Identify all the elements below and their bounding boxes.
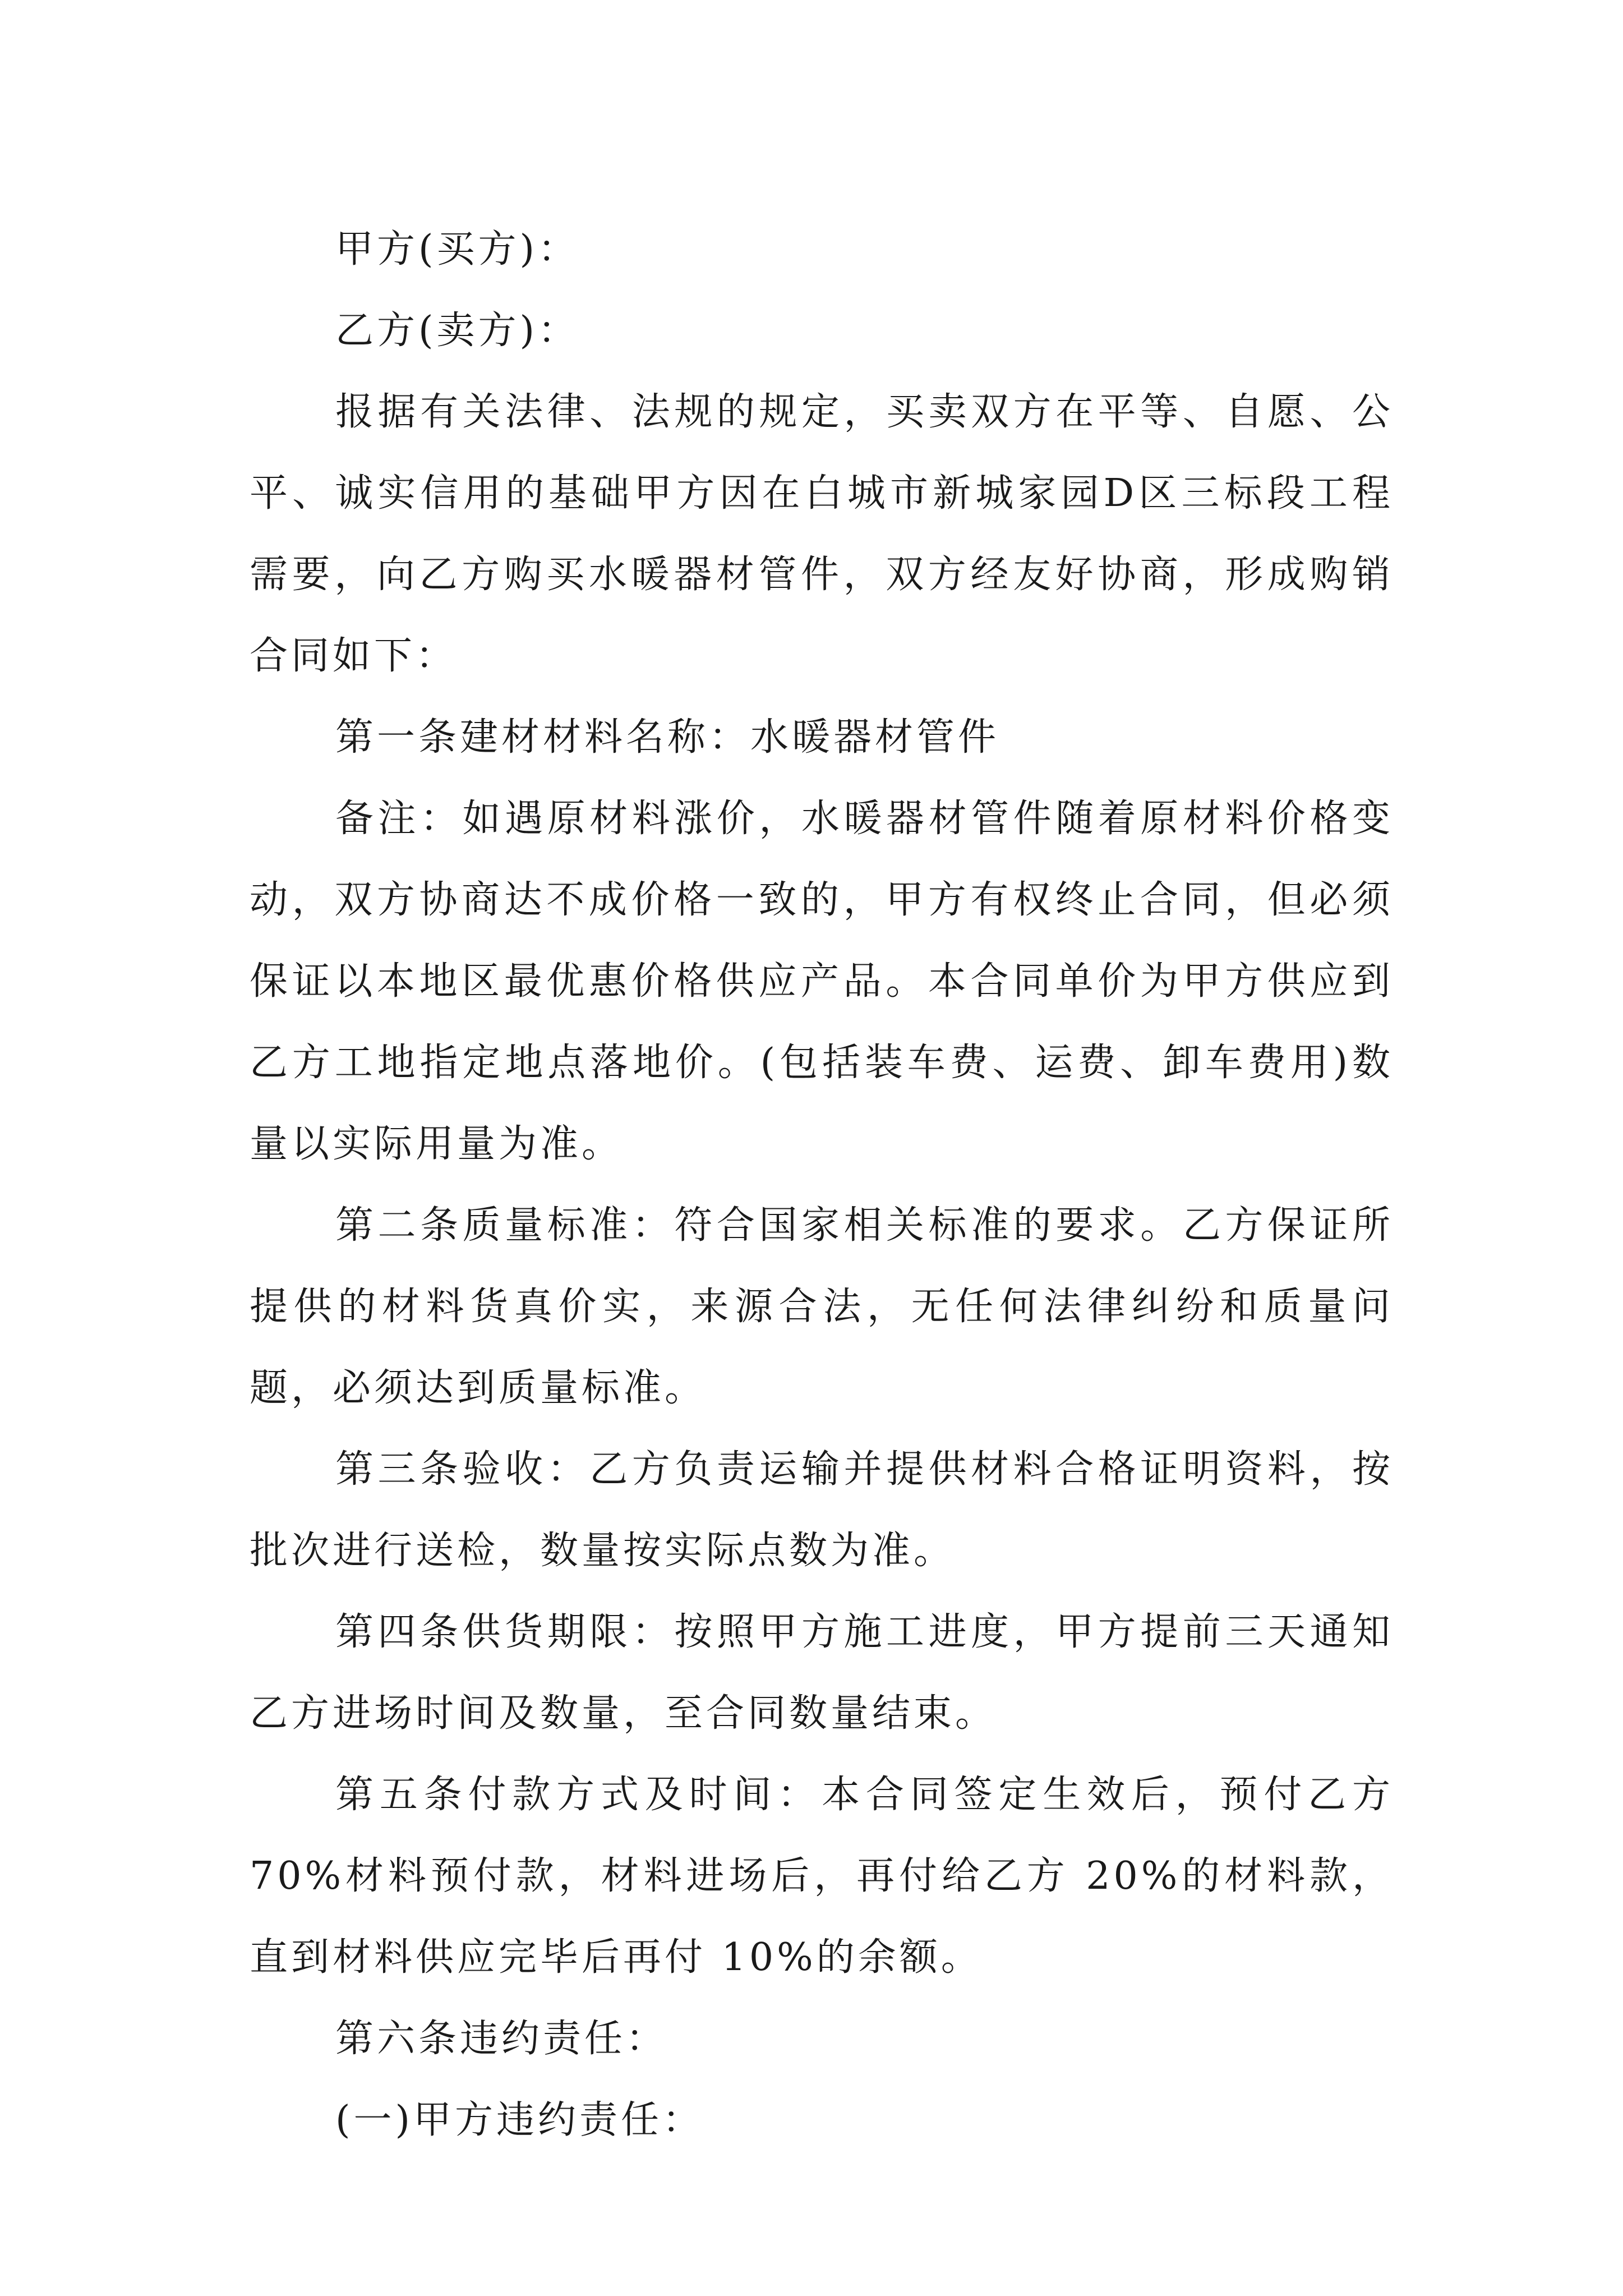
party-b-line: 乙方(卖方)： bbox=[335, 309, 580, 353]
party-a-line: 甲方(买方)： bbox=[335, 227, 580, 272]
article-1-remarks: 备注：如遇原材料涨价，水暖器材管件随着原材料价格变动，双方协商达不成价格一致的，甲方有权终止合同，但必须保证以本地区最优惠价格供应产品。本合同单价为甲方供应到乙方工地指定地点落地价。(包括装车费、运费、卸车费用)数量以实际用量为准。 bbox=[250, 797, 1394, 1166]
article-3-acceptance: 第三条验收：乙方负责运输并提供材料合格证明资料，按批次进行送检，数量按实际点数为准。 bbox=[250, 1447, 1394, 1573]
party-a-liability-heading: (一)甲方违约责任： bbox=[335, 2098, 704, 2142]
article-1-material-name: 第一条建材材料名称：水暖器材管件 bbox=[335, 715, 1000, 760]
article-2-quality-standard: 第二条质量标准：符合国家相关标准的要求。乙方保证所提供的材料货真价实，来源合法，无任何法律纠纷和质量问题，必须达到质量标准。 bbox=[250, 1203, 1394, 1410]
document-body bbox=[250, 209, 1394, 2161]
article-5-payment-terms: 第五条付款方式及时间：本合同签定生效后，预付乙方70%材料预付款，材料进场后，再付给乙方 20%的材料款，直到材料供应完毕后再付 10%的余额。 bbox=[250, 1773, 1394, 1980]
article-6-liability-heading: 第六条违约责任： bbox=[335, 2017, 668, 2061]
preamble-paragraph: 报据有关法律、法规的规定，买卖双方在平等、自愿、公平、诚实信用的基础甲方因在白城市新城家园D区三标段工程需要，向乙方购买水暖器材管件，双方经友好协商，形成购销合同如下： bbox=[250, 390, 1394, 678]
article-4-supply-period: 第四条供货期限：按照甲方施工进度，甲方提前三天通知乙方进场时间及数量，至合同数量结束。 bbox=[250, 1610, 1394, 1736]
